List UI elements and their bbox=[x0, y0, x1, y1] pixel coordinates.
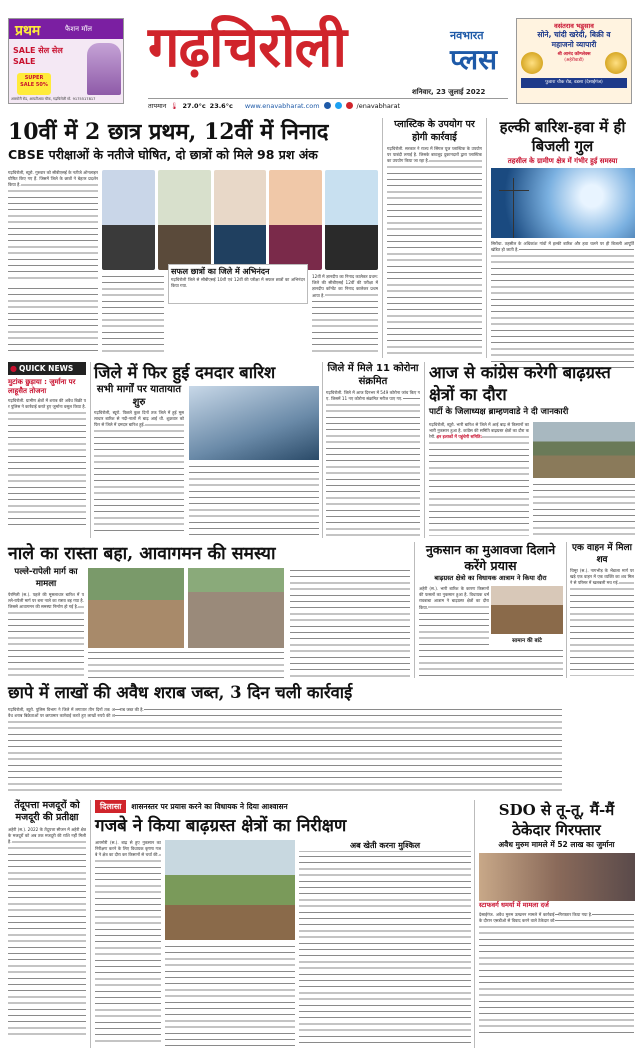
bell-icon: ● bbox=[10, 364, 17, 373]
power-headline: हल्की बारिश-हवा में ही बिजली गुल bbox=[499, 118, 626, 155]
inspection-box bbox=[299, 840, 471, 1046]
rain-body bbox=[189, 464, 319, 536]
plastic-text: गढ़चिरोली. सरकार ने राज्य में सिंगल यूज प्लास्टिक के उपयोग पर पाबंदी लगाई है. जिसके बावजूद दुकानदारों द्वारा प्लास्टिक का उपयोग किया जा रहा है. bbox=[387, 146, 482, 354]
ad-left-sale: SALE सेल सेल SALE bbox=[13, 46, 63, 66]
congress-subhead: पार्टी के जिलाध्यक्ष ब्राम्हणवाडे ने दी जानकारी bbox=[429, 407, 569, 417]
congress-highlight: इन इलाकों में पहुंचेगी समिति: bbox=[436, 434, 483, 440]
story-corona bbox=[322, 362, 420, 538]
sdo-text: देसाईगंज. अवैध मुरुम उत्खनन मामले में कार्रवाई के दौरान एसडीओ से विवाद करने वाले ठेकेदार को गिरफ्तार किया गया है. bbox=[479, 912, 634, 1038]
power-photo bbox=[491, 168, 635, 238]
youtube-icon[interactable] bbox=[346, 102, 353, 109]
results-body-2 bbox=[8, 286, 98, 354]
inspection-text: आरमोरी (स.). बाढ़ से हुए नुकसान का निरीक्षण करने के लिए विधायक कृष्णा गजबे ने क्षेत्र का दौरा कर किसानों से चर्चा की. bbox=[95, 840, 161, 1046]
story-sdo bbox=[474, 800, 634, 1048]
nala-headline: नाले का रास्ता बहा, आवागमन की समस्या bbox=[8, 544, 276, 564]
brand-top: नवभारत bbox=[450, 29, 484, 42]
rain-text: गढ़चिरोली, ब्यूरो. पिछले कुछ दिनों तक जिले में हुई मूसलाधार बारिश से नदी-नालों में बाढ़ आई थी. शुक्रवार को फिर से जिले में दमदार बारिश हुई. bbox=[94, 410, 184, 536]
power-subhead: तहसील के ग्रामीण क्षेत्र में गंभीर हुई समस्या bbox=[507, 157, 618, 165]
compensation-body bbox=[419, 648, 563, 678]
website[interactable]: www.enavabharat.com bbox=[244, 101, 320, 110]
story-compensation bbox=[414, 542, 562, 678]
labour-headline: तेंदूपत्ता मजदूरों को मजदूरी की प्रतीक्षा bbox=[14, 800, 80, 823]
sdo-photo bbox=[479, 853, 635, 901]
liquor-headline: छापे में लाखों की अवैध शराब जब्त, 3 दिन चली कार्रवाई bbox=[8, 683, 353, 702]
ad-right-jewel-right bbox=[605, 52, 627, 74]
masthead-title: गढ़चिरोली bbox=[148, 14, 346, 80]
sdo-subhead: अवैध मुरुम मामले में 52 लाख का जुर्माना bbox=[498, 840, 615, 849]
story-labour bbox=[8, 800, 86, 1048]
story-nala bbox=[8, 542, 410, 678]
info-strip bbox=[148, 98, 508, 112]
ad-left-fashion-mall[interactable] bbox=[8, 18, 124, 104]
results-lead: गढ़चिरोली, ब्यूरो. गुरुवार को सीबीएसई के नतीजे ऑनलाइन घोषित किए गए हैं. जिसमें जिले के छात्रों ने बेहतर प्रदर्शन किया है. bbox=[8, 170, 98, 282]
compensation-headline: नुकसान का मुआवजा दिलाने करेंगे प्रयास bbox=[425, 542, 556, 573]
congress-body bbox=[533, 482, 635, 536]
results-body bbox=[102, 274, 164, 354]
inspection-box-title: अब खेती करना मुश्किल bbox=[299, 840, 471, 852]
ekdahan-text: चिमूर (स.). नागभीड़ के भेंडाला मार्ग पर खड़े एक वाहन में एक व्यक्ति का शव मिलने से परिसर में खलबली मच गई. bbox=[570, 568, 634, 676]
compensation-caption: सामान की बांटे bbox=[512, 638, 542, 644]
compensation-subhead: बाढ़ग्रस्त क्षेत्रो का विधायक आत्राम ने किया दौरा bbox=[434, 574, 547, 582]
ekdahan-headline: एक वाहन में मिला शव bbox=[572, 543, 632, 565]
social-handle: /enavabharat bbox=[356, 101, 401, 110]
results-box-title: सफल छात्रों का जिले में अभिनंदन bbox=[171, 267, 270, 276]
labour-text: अहेरी (स.). 2022 के तेंदूपत्ता सीजन में अहेरी क्षेत्र के मजदूरों को अब तक मजदूरी की राशि नहीं मिली है. bbox=[8, 827, 86, 1037]
congress-photo bbox=[533, 422, 635, 478]
date-line: शनिवार, 23 जुलाई 2022 bbox=[412, 88, 486, 96]
ad-right-line2: सोने, चांदी खरेदी, बिक्री व bbox=[537, 30, 611, 39]
student-photo bbox=[325, 170, 378, 270]
sdo-headline: SDO से तू-तू, मैं-मैं ठेकेदार गिरफ्तार bbox=[498, 801, 615, 839]
nala-body-2 bbox=[290, 568, 410, 678]
ad-left-title: प्रथम bbox=[15, 23, 41, 39]
twitter-icon[interactable] bbox=[335, 102, 342, 109]
results-subhead: CBSE परीक्षाओं के नतीजे घोषित, दो छात्रों को मिले 98 प्रश अंक bbox=[8, 147, 318, 162]
corona-text: गढ़चिरोली. जिले में आज दिनभर में 549 कोरोना जांच किए गए. जिसमें 11 नए कोरोना संक्रमित मरीज पाए गए. bbox=[326, 390, 420, 536]
ad-right-line4: श्री आनंद कॉम्प्लेक्स bbox=[557, 52, 591, 57]
nala-subhead: पल्ले-रापेली मार्ग का मामला bbox=[14, 567, 78, 589]
brand-bottom: प्लस bbox=[450, 43, 498, 76]
rain-headline: जिले में फिर हुई दमदार बारिश bbox=[94, 363, 276, 382]
rain-subhead: सभी मार्गों पर यातायात शुरु bbox=[96, 384, 182, 408]
inspection-photo bbox=[165, 840, 295, 940]
congress-headline: आज से कांग्रेस करेगी बाढ़ग्रस्त क्षेत्रों का दौरा bbox=[429, 363, 611, 404]
compensation-text: अहेरी (स.). भारी बारिश के कारण किसानों की फसलों का नुकसान हुआ है. विधायक धर्मरावबाबा आत्राम ने बाढ़ग्रस्त क्षेत्रों का दौरा किया. bbox=[419, 586, 489, 646]
masthead bbox=[0, 0, 640, 115]
ad-right-jewellers[interactable] bbox=[516, 18, 632, 104]
ad-right-line5: (अहेरीवाडी) bbox=[564, 58, 584, 63]
ad-left-address: आरमोरी रोड, आयटीआय चौक, गढ़चिरोली मो. 9175517817 bbox=[11, 97, 96, 101]
results-box-text: गढ़चिरोली जिले से सीबीएसई 10वीं एवं 12वीं की परीक्षा में सफल छात्रों का अभिनंदन किया गया. bbox=[171, 277, 305, 289]
ad-right-jewel-left bbox=[521, 52, 543, 74]
rain-photo bbox=[189, 386, 319, 460]
story-liquor bbox=[8, 682, 562, 796]
nala-text: पेरमिली (स.). पहले की मूसलाधार बारिश में पल्ले-रापेली मार्ग पर बना नाले का रास्ता बह गया है. जिससे आवागमन की समस्या निर्माण हो गई है. bbox=[8, 592, 84, 678]
power-text: सिरोंचा. तहसील के अधिकांश गांवों में हल्की बारिश और हवा चलने पर ही बिजली आपूर्ति खंडित हो जाती है. bbox=[491, 241, 634, 369]
ad-right-line1: वसंतराव भडूसाव bbox=[554, 22, 594, 30]
results-photos bbox=[102, 170, 378, 270]
temp-min: 23.6°c bbox=[209, 101, 233, 110]
student-photo bbox=[269, 170, 322, 270]
story-inspection bbox=[90, 800, 470, 1048]
congress-text: गढ़चिरोली, ब्यूरो. भारी बारिश से जिले में आई बाढ़ से किसानों का भारी नुकसान हुआ है. कांग्रेस की समिति बाढ़ग्रस्त क्षेत्रों का दौरा करेगी. इन इलाकों में पहुंचेगी समिति: bbox=[429, 422, 529, 536]
ad-left-subtitle: फैशन मॉल bbox=[65, 25, 93, 33]
story-power bbox=[486, 118, 634, 358]
inspection-tag-text: शासनस्तर पर प्रयास करने का विधायक ने दिया आश्वासन bbox=[131, 801, 288, 811]
sdo-caption: स्टाफवर्ग धमर्या में मामला दर्ज bbox=[479, 901, 549, 909]
liquor-text: गढ़चिरोली, ब्यूरो. पुलिस विभाग ने जिले में लगातार तीन दिनों तक अवैध शराब बिक्रेताओं पर छापामार कार्रवाई करते हुए लाखों रुपये की शराब जब्त की है. bbox=[8, 707, 562, 793]
story-congress bbox=[424, 362, 634, 538]
inspection-box-text bbox=[299, 854, 471, 1044]
temp-label: तापमान bbox=[148, 102, 167, 110]
temp-max: 27.0°c bbox=[182, 101, 206, 110]
quick-news-headline: मुटांक छुड़ाया : जुर्माना पर लाहूसैत तोजना bbox=[8, 378, 76, 395]
story-results bbox=[8, 118, 378, 358]
thermometer-icon: 🌡 bbox=[170, 101, 179, 110]
ad-left-models bbox=[87, 43, 121, 95]
quick-news-label: ● QUICK NEWS bbox=[8, 362, 86, 375]
inspection-headline: गजबे ने किया बाढ़ग्रस्त क्षेत्रों का निरीक्षण bbox=[95, 816, 347, 836]
student-photo bbox=[158, 170, 211, 270]
student-photo bbox=[214, 170, 267, 270]
ad-right-line3: महाजनो व्यापारी bbox=[551, 40, 597, 49]
nala-photo-2 bbox=[188, 568, 284, 648]
story-rain bbox=[90, 362, 318, 538]
results-box bbox=[168, 264, 308, 304]
story-plastic bbox=[382, 118, 482, 358]
corona-headline: जिले में मिले 11 कोरोना संक्रमित bbox=[327, 363, 419, 387]
ad-right-line6: फुवारा चौक रोड, वडसा (देसाईगंज) bbox=[521, 78, 627, 88]
inspection-body bbox=[165, 944, 295, 1046]
inspection-tag: दिलासा bbox=[95, 800, 126, 813]
facebook-icon[interactable] bbox=[324, 102, 331, 109]
nala-photo-1 bbox=[88, 568, 184, 648]
quick-news bbox=[8, 362, 86, 538]
nala-body bbox=[88, 650, 284, 678]
results-col-text: 12वीं में ज्ञानदीप का निनाद कालेकर प्रथम: जिले की सीबीएसई 12वीं की परीक्षा में ज्ञानदीप कॉन्वेंट का निनाद कालेकर प्रथम आया है. bbox=[312, 274, 378, 354]
student-photo bbox=[102, 170, 155, 270]
compensation-photo bbox=[491, 586, 563, 634]
story-ekdahan bbox=[566, 542, 634, 678]
quick-news-text: गढ़चिरोली. ग्रामीण क्षेत्रों में शराब की अवैध बिक्री पर पुलिस ने कार्रवाई करते हुए जुर्माना वसूल किया है. bbox=[8, 398, 86, 526]
results-headline: 10वीं में 2 छात्र प्रथम, 12वीं में निनाद bbox=[8, 119, 329, 145]
ad-left-badge: SUPER SALE 50% bbox=[17, 73, 51, 95]
plastic-headline: प्लास्टिक के उपयोग पर होगी कार्रवाई bbox=[394, 119, 475, 143]
